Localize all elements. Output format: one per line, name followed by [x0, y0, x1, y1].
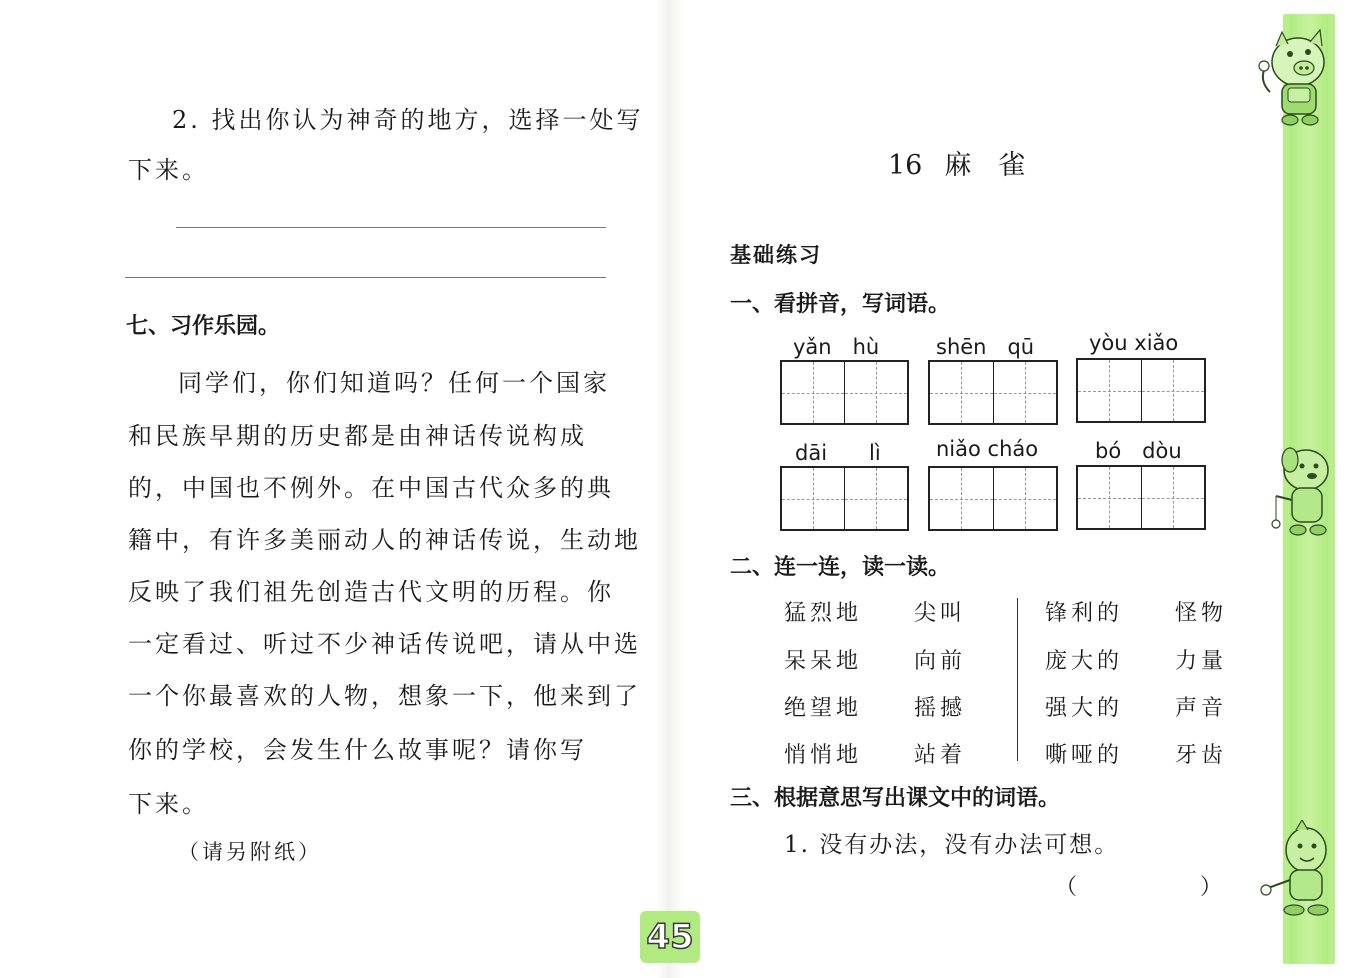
- lesson-title: [888, 143, 1025, 182]
- writing-grid[interactable]: [928, 360, 1058, 425]
- mascot-character-icon: [1256, 820, 1342, 930]
- answer-line-1[interactable]: [176, 227, 606, 228]
- match-word[interactable]: 牙齿: [1175, 743, 1228, 768]
- mascot-pig-icon: [1240, 22, 1340, 132]
- lesson-number: 16: [888, 150, 923, 181]
- page-number: 45: [646, 917, 694, 957]
- paragraph-line: 你的学校，会发生什么故事呢？请你写: [128, 736, 587, 764]
- question-3-item-1: 1. 没有办法，没有办法可想。: [784, 832, 1120, 858]
- answer-blank[interactable]: [1082, 875, 1194, 899]
- writing-grid[interactable]: [928, 466, 1058, 531]
- pinyin-label: niǎo cháo: [936, 437, 1039, 461]
- section-label: 基础练习: [730, 243, 822, 267]
- writing-grid[interactable]: [780, 360, 909, 425]
- match-word[interactable]: 声音: [1175, 696, 1228, 721]
- pinyin-label: bó dòu: [1095, 439, 1182, 463]
- question-3-heading: 三、根据意思写出课文中的词语。: [730, 786, 1061, 811]
- match-word[interactable]: 悄悄地: [784, 743, 863, 768]
- answer-paren-open: （: [1055, 875, 1081, 900]
- match-word[interactable]: 绝望地: [784, 696, 863, 721]
- page-number-badge: [640, 911, 700, 963]
- answer-line-2[interactable]: [125, 277, 606, 278]
- question-1-heading: 一、看拼音，写词语。: [730, 292, 951, 317]
- pinyin-label: yòu xiǎo: [1089, 331, 1179, 355]
- column-divider: [1017, 598, 1018, 761]
- match-word[interactable]: 锋利的: [1045, 601, 1124, 626]
- answer-paren-close: ）: [1200, 875, 1226, 900]
- section-7-heading: 七、习作乐园。: [126, 314, 281, 339]
- writing-grid[interactable]: [1076, 358, 1206, 423]
- question-2-line-1: 2. 找出你认为神奇的地方，选择一处写: [172, 106, 644, 134]
- match-word[interactable]: 呆呆地: [784, 649, 863, 674]
- writing-grid[interactable]: [1076, 465, 1206, 530]
- match-word[interactable]: 尖叫: [914, 601, 967, 626]
- match-word[interactable]: 庞大的: [1045, 649, 1124, 674]
- paragraph-line: 一定看过、听过不少神话传说吧，请从中选: [128, 630, 641, 658]
- paragraph-line: 同学们，你们知道吗？任何一个国家: [178, 369, 610, 397]
- pinyin-label: shēn qū: [936, 335, 1035, 359]
- paragraph-line: 籍中，有许多美丽动人的神话传说，生动地: [128, 526, 641, 554]
- attach-paper-note: （请另附纸）: [178, 840, 322, 864]
- match-word[interactable]: 向前: [914, 649, 967, 674]
- question-2-heading: 二、连一连，读一读。: [730, 555, 951, 580]
- match-word[interactable]: 怪物: [1175, 601, 1228, 626]
- pinyin-label: yǎn hù: [793, 335, 880, 359]
- paragraph-line: 下来。: [128, 790, 209, 818]
- mascot-dog-icon: [1262, 440, 1342, 550]
- writing-grid[interactable]: [780, 466, 909, 531]
- question-2-line-2: 下来。: [128, 156, 209, 184]
- paragraph-line: 反映了我们祖先创造古代文明的历程。你: [128, 578, 614, 606]
- match-word[interactable]: 站着: [914, 743, 967, 768]
- lesson-title-text: 麻 雀: [944, 150, 1026, 181]
- match-word[interactable]: 摇撼: [914, 696, 967, 721]
- book-gutter: [655, 0, 685, 978]
- paragraph-line: 一个你最喜欢的人物，想象一下，他来到了: [128, 682, 641, 710]
- match-word[interactable]: 猛烈地: [784, 601, 863, 626]
- paragraph-line: 的，中国也不例外。在中国古代众多的典: [128, 474, 614, 502]
- paragraph-line: 和民族早期的历史都是由神话传说构成: [128, 422, 587, 450]
- pinyin-label: dāi lì: [795, 441, 881, 465]
- match-word[interactable]: 强大的: [1045, 696, 1124, 721]
- match-word[interactable]: 嘶哑的: [1045, 743, 1124, 768]
- match-word[interactable]: 力量: [1175, 649, 1228, 674]
